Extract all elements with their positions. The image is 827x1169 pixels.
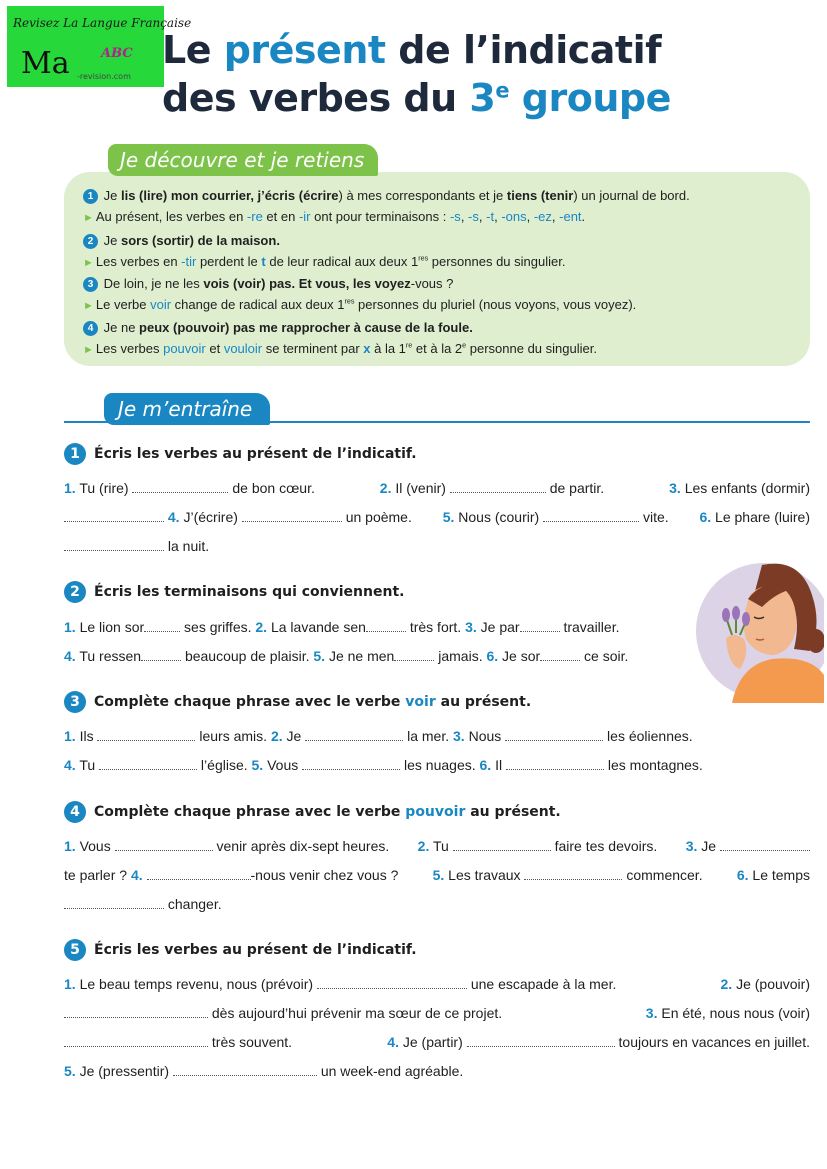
exercise-number: 5 (64, 939, 86, 961)
answer-blank[interactable] (520, 620, 560, 632)
discover-example-4: 4 Je ne peux (pouvoir) pas me rapprocher à cause de la foule. (83, 320, 473, 336)
answer-blank[interactable] (97, 729, 195, 741)
exercise-2-row-1: 1. Le lion sor ses griffes. 2. La lavande sen très fort. 3. Je par travailler. (64, 619, 620, 635)
exercise-2-row-2: 4. Tu ressen beaucoup de plaisir. 5. Je ne men jamais. 6. Je sor ce soir. (64, 648, 629, 664)
answer-blank[interactable] (453, 839, 551, 851)
exercise-4-row-2: te parler ? 4. -nous venir chez vous ? 5. Les travaux commencer. 6. Le temps (64, 867, 810, 883)
logo-abc: ABC (101, 46, 133, 61)
exercise-number: 4 (64, 801, 86, 823)
exercise-5-row-1: 1. Le beau temps revenu, nous (prévoir) une escapade à la mer. 2. Je (pouvoir) (64, 976, 810, 992)
exercise-number: 1 (64, 443, 86, 465)
answer-blank[interactable] (366, 620, 406, 632)
answer-blank[interactable] (242, 510, 342, 522)
answer-blank[interactable] (467, 1035, 615, 1047)
exercise-3-row-2: 4. Tu l’église. 5. Vous les nuages. 6. Il les montagnes. (64, 757, 703, 773)
discover-example-2: 2 Je sors (sortir) de la maison. (83, 233, 280, 249)
answer-blank[interactable] (144, 620, 180, 632)
girl-smelling-flower-illustration (692, 555, 824, 703)
answer-blank[interactable] (302, 758, 400, 770)
exercise-3-heading: 3 Complète chaque phrase avec le verbe voir au présent. (64, 691, 531, 713)
site-logo (7, 6, 192, 87)
page-title-line2: des verbes du 3e groupe (162, 76, 671, 120)
discover-label: Je découvre et je retiens (108, 144, 378, 176)
answer-blank[interactable] (720, 839, 810, 851)
answer-blank[interactable] (147, 868, 251, 880)
exercise-1-row-2: 4. J’(écrire) un poème. 5. Nous (courir) vite. 6. Le phare (luire) (64, 509, 810, 525)
exercise-3-row-1: 1. Ils leurs amis. 2. Je la mer. 3. Nous les éoliennes. (64, 728, 693, 744)
answer-blank[interactable] (317, 977, 467, 989)
answer-blank[interactable] (394, 649, 434, 661)
answer-blank[interactable] (506, 758, 604, 770)
exercise-4-row-3: changer. (64, 896, 810, 912)
answer-blank[interactable] (64, 539, 164, 551)
answer-blank[interactable] (450, 481, 546, 493)
exercise-5-row-4: 5. Je (pressentir) un week-end agréable. (64, 1063, 464, 1079)
discover-number-3: 3 (83, 277, 98, 292)
answer-blank[interactable] (173, 1064, 317, 1076)
exercise-1-heading: 1 Écris les verbes au présent de l’indicatif. (64, 443, 417, 465)
discover-number-4: 4 (83, 321, 98, 336)
discover-rule-2: ► Les verbes en -tir perdent le t de leur radical aux deux 1res personnes du singulier. (83, 254, 566, 269)
logo-tagline: Revisez La Langue Française (13, 16, 192, 30)
answer-blank[interactable] (141, 649, 181, 661)
answer-blank[interactable] (64, 897, 164, 909)
answer-blank[interactable] (132, 481, 228, 493)
answer-blank[interactable] (64, 510, 164, 522)
discover-rule-4: ► Les verbes pouvoir et vouloir se terminent par x à la 1re et à la 2e personne du singulier. (83, 341, 597, 356)
exercise-number: 2 (64, 581, 86, 603)
answer-blank[interactable] (524, 868, 622, 880)
discover-number-2: 2 (83, 234, 98, 249)
discover-rule-3: ► Le verbe voir change de radical aux deux 1res personnes du pluriel (nous voyons, vous voyez). (83, 297, 637, 312)
discover-number-1: 1 (83, 189, 98, 204)
exercise-number: 3 (64, 691, 86, 713)
logo-domain: -revision.com (77, 72, 131, 81)
answer-blank[interactable] (505, 729, 603, 741)
discover-example-3: 3 De loin, je ne les vois (voir) pas. Et vous, les voyez-vous ? (83, 276, 453, 292)
discover-example-1: 1 Je lis (lire) mon courrier, j’écris (écrire) à mes correspondants et je tiens (tenir) un journal de bord. (83, 188, 690, 204)
answer-blank[interactable] (543, 510, 639, 522)
answer-blank[interactable] (99, 758, 197, 770)
exercise-5-row-3: très souvent. 4. Je (partir) toujours en vacances en juillet. (64, 1034, 810, 1050)
exercise-4-heading: 4 Complète chaque phrase avec le verbe pouvoir au présent. (64, 801, 561, 823)
discover-rule-1: ► Au présent, les verbes en -re et en -ir ont pour terminaisons : -s, -s, -t, -ons, -ez, -ent. (83, 209, 586, 224)
answer-blank[interactable] (540, 649, 580, 661)
answer-blank[interactable] (64, 1006, 208, 1018)
exercise-5-row-2: dès aujourd’hui prévenir ma sœur de ce projet. 3. En été, nous nous (voir) (64, 1005, 810, 1021)
logo-ma: Ma (21, 46, 70, 81)
answer-blank[interactable] (64, 1035, 208, 1047)
exercise-1-row-3: la nuit. (64, 538, 810, 554)
exercise-4-row-1: 1. Vous venir après dix-sept heures. 2. Tu faire tes devoirs. 3. Je (64, 838, 810, 854)
exercise-2-heading: 2 Écris les terminaisons qui conviennent. (64, 581, 404, 603)
exercise-5-heading: 5 Écris les verbes au présent de l’indicatif. (64, 939, 417, 961)
exercise-1-row-1: 1. Tu (rire) de bon cœur. 2. Il (venir) de partir. 3. Les enfants (dormir) (64, 480, 810, 496)
page-title-line1: Le présent de l’indicatif (162, 28, 662, 72)
answer-blank[interactable] (305, 729, 403, 741)
train-label: Je m’entraîne (104, 393, 270, 425)
answer-blank[interactable] (115, 839, 213, 851)
